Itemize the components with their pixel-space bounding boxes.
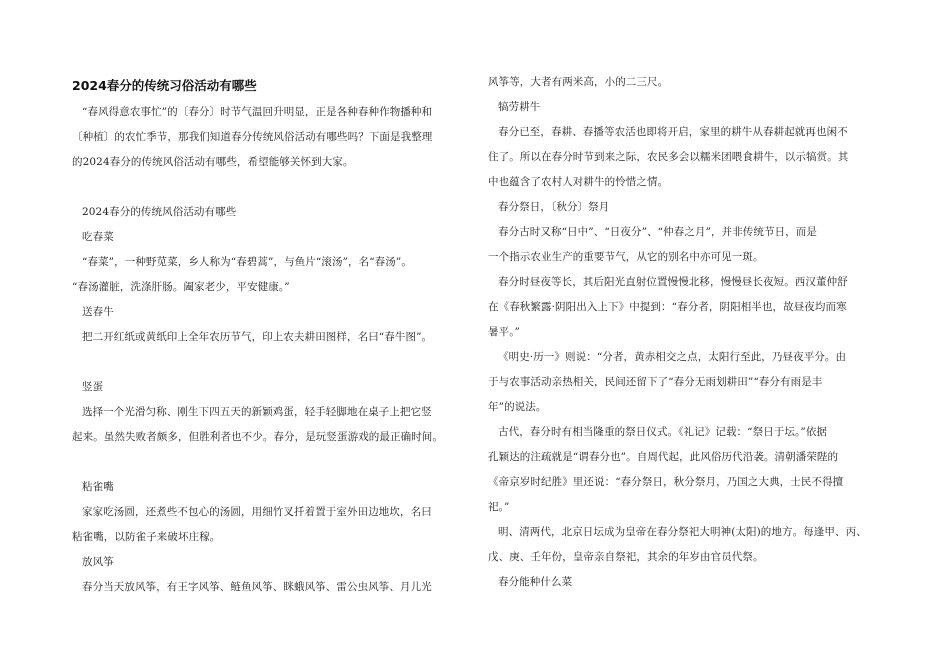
blank-line — [72, 350, 464, 375]
text-line: 祀。” — [488, 501, 510, 513]
text-line: 风筝等，大者有两米高，小的二三尺。 — [488, 76, 669, 88]
text-line: 春分能种什么菜 — [498, 576, 573, 588]
text-line: 粘雀嘴 — [82, 481, 114, 493]
text-line: 2024春分的传统风俗活动有哪些 — [82, 206, 237, 218]
text-line: 中也蕴含了农村人对耕牛的怜惜之情。 — [488, 176, 669, 188]
blank-line — [72, 450, 464, 475]
text-line: 《明史·历一》则说：“分者，黄赤相交之点，太阳行至此，乃昼夜平分。由 — [498, 351, 847, 363]
text-line: 春分古时又称“日中”、“日夜分”、“仲春之月”，并非传统节日，而是 — [498, 226, 818, 238]
text-line: 把二开红纸或黄纸印上全年农历节气，印上农夫耕田图样，名曰“春牛图”。 — [82, 331, 433, 343]
right-column-body — [488, 70, 880, 595]
text-line: 古代，春分时有相当隆重的祭日仪式。《礼记》记载：“祭日于坛。”依据 — [498, 426, 828, 438]
text-line: 一个指示农业生产的重要节气，从它的别名中亦可见一斑。 — [488, 251, 764, 263]
text-line: 暑平。” — [488, 326, 521, 338]
text-line: 的2024春分的传统风俗活动有哪些，希望能够关怀到大家。 — [72, 156, 354, 168]
text-line: 粘雀嘴，以防雀子来破坏庄稼。 — [72, 531, 221, 543]
text-line: 住了。所以在春分时节到来之际，农民多会以糯米团喂食耕牛，以示犒赏。其 — [488, 151, 849, 163]
text-line: 春分祭日，〔秋分〕祭月 — [498, 201, 610, 213]
text-line: 春分当天放风筝，有王字风筝、鲢鱼风筝、眯蛾风筝、雷公虫风筝、月儿光 — [82, 581, 432, 593]
text-line: 送春牛 — [82, 306, 114, 318]
text-line: 明、清两代，北京日坛成为皇帝在春分祭祀大明神(太阳)的地方。每逢甲、丙、 — [498, 526, 867, 538]
text-line: 竖蛋 — [82, 381, 104, 393]
left-column — [72, 70, 464, 600]
text-line: 犒劳耕牛 — [498, 101, 541, 113]
text-line: 年”的说法。 — [488, 401, 547, 413]
text-line: “春汤灌脏，洗涤肝肠。阖家老少，平安健康。” — [72, 281, 290, 293]
text-line: 选择一个光滑匀称、刚生下四五天的新颖鸡蛋，轻手轻脚地在桌子上把它竖 — [82, 406, 432, 418]
text-line: 〔种植〕的农忙季节，那我们知道春分传统风俗活动有哪些吗？下面是我整理 — [72, 131, 433, 143]
text-line: 春分时昼夜等长，其后阳光直射位置慢慢北移，慢慢昼长夜短。西汉董仲舒 — [498, 276, 848, 288]
text-line: 放风筝 — [82, 556, 114, 568]
text-line: 家家吃汤圆，还煮些不包心的汤圆，用细竹叉扦着置于室外田边地坎，名曰 — [82, 506, 432, 518]
text-line: 在《春秋繁露·阴阳出入上下》中提到：“春分者，阴阳相半也，故昼夜均而寒 — [488, 301, 847, 313]
text-line: 于与农事活动亲热相关，民间还留下了“春分无雨划耕田”“春分有雨是丰 — [488, 376, 823, 388]
text-line: “春菜”，一种野苋菜，乡人称为“春碧蒿”，与鱼片“滚汤”，名“春汤”。 — [82, 256, 412, 268]
text-line: 《帝京岁时纪胜》里还说：“春分祭日，秋分祭月，乃国之大典，士民不得擅 — [488, 476, 844, 488]
text-line: “春风得意农事忙”的〔春分〕时节气温回升明显，正是各种春种作物播种和 — [82, 106, 433, 118]
right-column — [488, 70, 880, 595]
text-line: 孔颖达的注疏就是“谓春分也”。自周代起，此风俗历代沿袭。清朝潘荣陛的 — [488, 451, 839, 463]
text-line: 吃春菜 — [82, 231, 114, 243]
document-title: 2024春分的传统习俗活动有哪些 — [72, 78, 257, 93]
left-column-body — [72, 100, 464, 600]
text-line: 春分已至，春耕、春播等农活也即将开启，家里的耕牛从春耕起就再也闲不 — [498, 126, 848, 138]
text-line: 起来。虽然失败者颇多，但胜利者也不少。春分，是玩竖蛋游戏的最正确时间。 — [72, 431, 443, 443]
text-line: 戊、庚、壬年份，皇帝亲自祭祀，其余的年岁由官员代祭。 — [488, 551, 764, 563]
blank-line — [72, 175, 464, 200]
